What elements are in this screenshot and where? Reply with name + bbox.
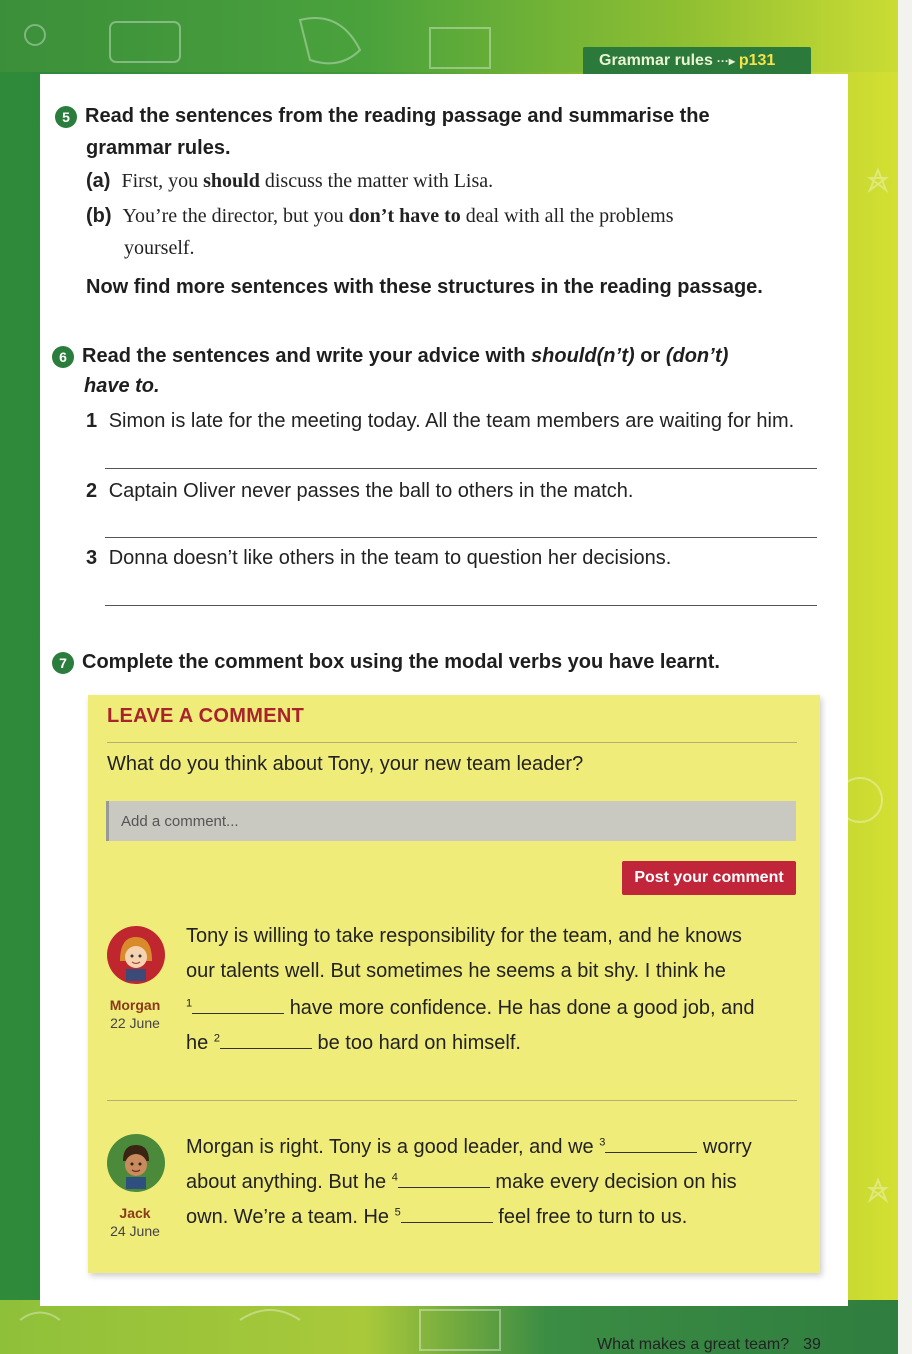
jack-comment-line-2: about anything. But he $^4$ make every decision on his	[186, 1168, 737, 1194]
jack-avatar	[106, 1133, 166, 1193]
jack-comment-line-1: Morgan is right. Tony is a good leader, and we $^3$ worry	[186, 1133, 752, 1159]
exercise-5-item-b-cont: yourself.	[124, 237, 195, 259]
exercise-6-instruction-cont: have to.	[84, 375, 160, 397]
comment-question: What do you think about Tony, your new team leader?	[107, 753, 584, 775]
morgan-avatar	[106, 925, 166, 985]
exercise-6-item-1: 1 Simon is late for the meeting today. All the team members are waiting for him.	[86, 410, 795, 432]
blank-3[interactable]	[605, 1133, 697, 1153]
page-reference: p131	[738, 52, 776, 69]
unit-title: What makes a great team?	[597, 1336, 790, 1353]
exercise-6-number: 6	[52, 346, 74, 368]
morgan-date: 22 June	[110, 1015, 160, 1031]
answer-line-1[interactable]	[105, 468, 817, 469]
exercise-7-number: 7	[52, 652, 74, 674]
grammar-rules-tab	[583, 47, 811, 75]
page-number: 39	[803, 1336, 821, 1353]
morgan-comment-line-3: $^1$ have more confidence. He has done a good job, and	[186, 994, 754, 1020]
exercise-5-followup: Now find more sentences with these structures in the reading passage.	[86, 276, 763, 298]
morgan-author	[100, 996, 170, 1032]
arrow-icon: ···▸	[716, 54, 735, 68]
comment-box	[88, 695, 820, 1273]
page-footer	[597, 1336, 821, 1354]
exercise-5-item-b: (b) You’re the director, but you don’t have to deal with all the problems	[86, 205, 674, 227]
jack-date: 24 June	[110, 1223, 160, 1239]
answer-line-2[interactable]	[105, 537, 817, 538]
exercise-6-item-3: 3 Donna doesn’t like others in the team to question her decisions.	[86, 547, 672, 569]
comment-input[interactable]: Add a comment...	[106, 801, 796, 841]
morgan-comment-line-1: Tony is willing to take responsibility for the team, and he knows	[186, 925, 742, 947]
jack-name: Jack	[119, 1205, 151, 1221]
morgan-comment-line-4: he $^2$ be too hard on himself.	[186, 1029, 521, 1055]
exercise-5-instruction-cont: grammar rules.	[86, 137, 231, 159]
blank-2[interactable]	[220, 1029, 312, 1049]
comment-box-title: LEAVE A COMMENT	[107, 705, 305, 727]
jack-comment-line-3: own. We’re a team. He $^5$ feel free to turn to us.	[186, 1203, 687, 1229]
jack-author	[100, 1204, 170, 1240]
answer-line-3[interactable]	[105, 605, 817, 606]
exercise-6-item-2: 2 Captain Oliver never passes the ball to others in the match.	[86, 480, 634, 502]
exercise-5-number: 5	[55, 106, 77, 128]
blank-5[interactable]	[401, 1203, 493, 1223]
title-divider	[107, 742, 797, 743]
grammar-rules-label: Grammar rules	[599, 52, 713, 69]
exercise-7-instruction: 7 Complete the comment box using the modal verbs you have learnt.	[52, 646, 720, 678]
morgan-name: Morgan	[109, 997, 161, 1013]
exercise-6-instruction: 6 Read the sentences and write your advice with should(n’t) or (don’t)	[52, 340, 728, 372]
morgan-comment-line-2: our talents well. But sometimes he seems a bit shy. I think he	[186, 960, 726, 982]
blank-4[interactable]	[398, 1168, 490, 1188]
exercise-5-instruction: 5 Read the sentences from the reading passage and summarise the	[55, 100, 710, 132]
post-comment-button[interactable]: Post your comment	[622, 861, 796, 895]
exercise-5-item-a: (a) First, you should discuss the matter with Lisa.	[86, 170, 494, 192]
blank-1[interactable]	[192, 994, 284, 1014]
comment-divider	[107, 1100, 797, 1101]
